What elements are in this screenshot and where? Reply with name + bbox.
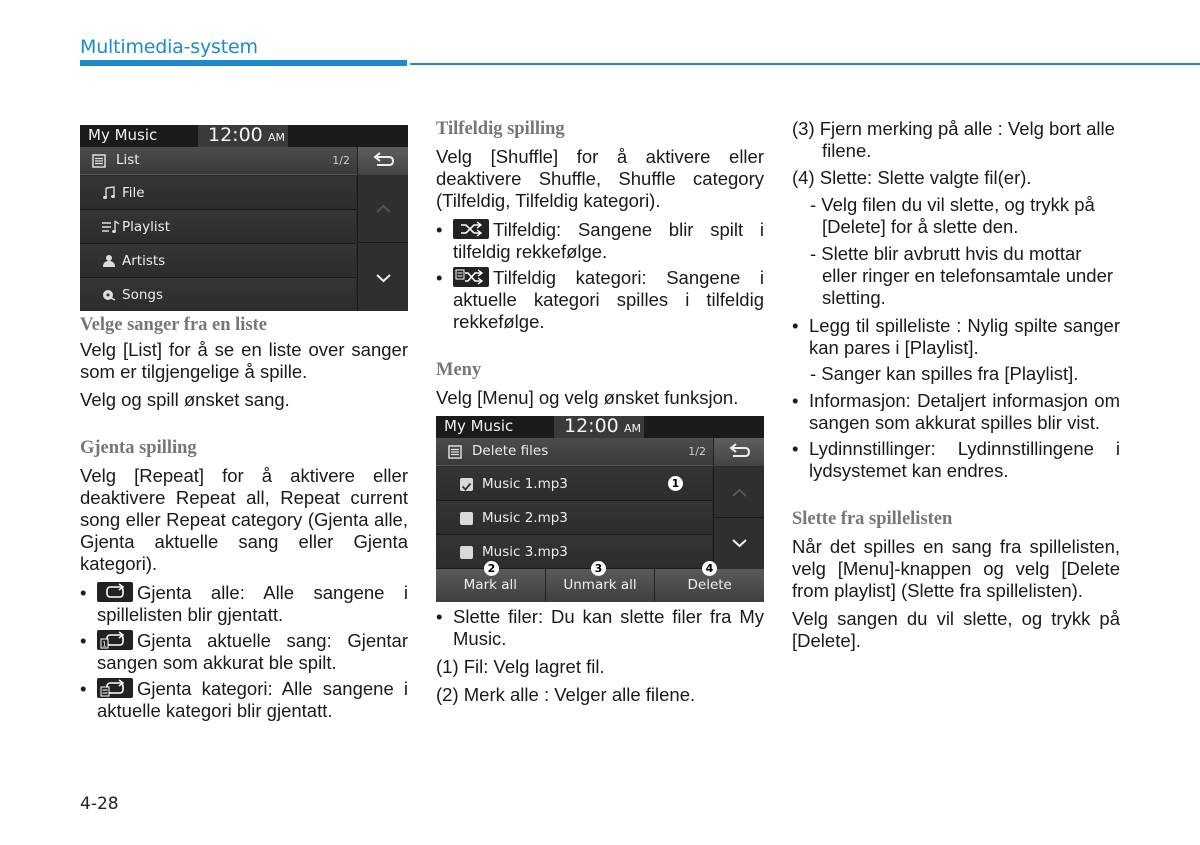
bullet-information bbox=[792, 390, 1120, 434]
back-arrow-icon bbox=[714, 438, 764, 466]
heading-menu: Meny bbox=[436, 360, 482, 380]
chevron-up-icon bbox=[714, 467, 764, 518]
svg-text:1: • 1 bbox=[102, 640, 107, 649]
list-icon bbox=[92, 153, 106, 172]
chevron-down-icon bbox=[358, 243, 408, 311]
paragraph: Velg sangen du vil slette, og trykk på [Delete]. bbox=[792, 608, 1120, 651]
screen-title-bar bbox=[80, 125, 408, 147]
delete-files-screen bbox=[436, 416, 764, 602]
file-name: Music 3.mp3 bbox=[482, 544, 568, 560]
heading-repeat: Gjenta spilling bbox=[80, 438, 197, 458]
list-item-label: Playlist bbox=[122, 219, 170, 235]
header-rule-thin bbox=[410, 63, 1200, 65]
repeat-category-icon bbox=[97, 678, 133, 698]
bullet-text: Gjenta kategori: Alle sangene i aktuelle kategori blir gjentatt. bbox=[97, 678, 408, 721]
file-row[interactable] bbox=[436, 501, 712, 535]
bullet-text: Tilfeldig: Sangene blir spilt i tilfeldig rekkefølge. bbox=[453, 219, 764, 262]
sub-item: - Velg filen du vil slette, og trykk på [Delete] for å slette den. bbox=[810, 194, 1095, 237]
screen-header bbox=[436, 438, 764, 466]
heading-delete-from-playlist: Slette fra spillelisten bbox=[792, 509, 953, 529]
checkbox-unchecked[interactable] bbox=[460, 546, 473, 559]
screen-header-label: Delete files bbox=[472, 443, 549, 459]
paragraph: Velg og spill ønsket sang. bbox=[80, 389, 290, 410]
bullet-text: Informasjon: Detaljert informasjon om sangen som akkurat spilles blir vist. bbox=[809, 390, 1120, 433]
numbered-item-2: (2) Merk alle : Velger alle filene. bbox=[436, 684, 696, 705]
list-item-file[interactable] bbox=[80, 176, 356, 210]
numbered-item-3: (3) Fjern merking på alle : Velg bort alle filene. bbox=[792, 118, 1115, 161]
callout-marker-3: 3 bbox=[591, 561, 606, 576]
playlist-icon bbox=[102, 219, 120, 238]
callout-marker-4: 4 bbox=[702, 561, 717, 576]
list-item-playlist[interactable] bbox=[80, 210, 356, 244]
scroll-up-button[interactable] bbox=[714, 467, 764, 518]
list-icon bbox=[448, 444, 462, 463]
chevron-down-icon bbox=[714, 518, 764, 569]
bullet-repeat-category bbox=[80, 678, 408, 722]
column-2 bbox=[436, 118, 764, 415]
page-indicator: 1/2 bbox=[332, 154, 350, 167]
back-arrow-icon bbox=[358, 147, 408, 175]
repeat-one-icon bbox=[97, 630, 133, 650]
bullet-add-playlist bbox=[792, 315, 1120, 359]
numbered-item-1: (1) Fil: Velg lagret fil. bbox=[436, 656, 605, 677]
paragraph: Velg [List] for å se en liste over sanger som er tilgjengelige å spille. bbox=[80, 339, 408, 382]
bullet-text: Tilfeldig kategori: Sangene i aktuelle kategori spilles i tilfeldig rekkefølge. bbox=[453, 267, 764, 332]
column-3 bbox=[792, 118, 1120, 658]
bullet-delete-files bbox=[436, 606, 764, 650]
artist-icon bbox=[102, 253, 116, 272]
checkbox-checked[interactable] bbox=[460, 478, 473, 491]
callout-marker-1: 1 bbox=[668, 476, 683, 491]
clock-ampm: AM bbox=[268, 131, 286, 144]
repeat-all-icon bbox=[97, 582, 133, 602]
scroll-down-button[interactable] bbox=[714, 518, 764, 569]
heading-choose-songs: Velge sanger fra en liste bbox=[80, 315, 268, 335]
checkmark-icon bbox=[460, 480, 473, 493]
bullet-shuffle-category bbox=[436, 267, 764, 333]
my-music-list-screen bbox=[80, 125, 408, 311]
section-title: Multimedia-system bbox=[80, 36, 258, 58]
scroll-up-button[interactable] bbox=[358, 176, 408, 243]
unmark-all-button[interactable]: Unmark all bbox=[546, 569, 656, 602]
scroll-controls bbox=[713, 467, 764, 569]
column-1 bbox=[80, 314, 408, 726]
checkbox-unchecked[interactable] bbox=[460, 512, 473, 525]
screen-title-bar bbox=[436, 416, 764, 438]
bullet-text: Lydinnstillinger: Lydinnstillingene i lydsystemet kan endres. bbox=[809, 438, 1120, 481]
bullet-text: Gjenta aktuelle sang: Gjentar sangen som akkurat ble spilt. bbox=[97, 630, 408, 673]
mark-all-button[interactable]: Mark all bbox=[436, 569, 546, 602]
file-name: Music 1.mp3 bbox=[482, 476, 568, 492]
heading-shuffle: Tilfeldig spilling bbox=[436, 119, 565, 139]
delete-button[interactable]: Delete bbox=[655, 569, 764, 602]
paragraph: Velg [Menu] og velg ønsket funksjon. bbox=[436, 387, 739, 408]
bullet-shuffle bbox=[436, 219, 764, 263]
sub-item: - Sanger kan spilles fra [Playlist]. bbox=[810, 363, 1079, 384]
shuffle-category-icon bbox=[453, 267, 489, 287]
list-item-label: File bbox=[122, 185, 145, 201]
list-item-songs[interactable] bbox=[80, 278, 356, 311]
song-disc-icon bbox=[102, 287, 116, 306]
shuffle-icon bbox=[453, 219, 489, 239]
screen-app-name: My Music bbox=[88, 126, 158, 144]
paragraph: Velg [Shuffle] for å aktivere eller deaktivere Shuffle, Shuffle category (Tilfeldig, Tilfeldig kategori). bbox=[436, 146, 764, 211]
column-2-lower bbox=[436, 606, 764, 712]
file-row[interactable] bbox=[436, 535, 712, 569]
music-note-icon bbox=[102, 185, 116, 204]
scroll-down-button[interactable] bbox=[358, 243, 408, 311]
back-button[interactable] bbox=[357, 147, 408, 175]
screen-header bbox=[80, 147, 408, 175]
back-button[interactable] bbox=[713, 438, 764, 466]
clock-time: 12:00 bbox=[208, 125, 263, 146]
scroll-controls bbox=[357, 176, 408, 311]
bullet-repeat-all bbox=[80, 582, 408, 626]
sub-item: - Slette blir avbrutt hvis du mottar eller ringer en telefonsamtale under sletting. bbox=[810, 243, 1114, 308]
callout-marker-2: 2 bbox=[484, 561, 499, 576]
clock bbox=[198, 125, 288, 147]
paragraph: Velg [Repeat] for å aktivere eller deaktivere Repeat all, Repeat current song eller Repeat category (Gjenta alle, Gjenta aktuelle sang eller Gjenta kategori). bbox=[80, 465, 408, 574]
clock-time: 12:00 bbox=[564, 416, 619, 437]
file-row[interactable] bbox=[436, 467, 712, 501]
header-rule-thick bbox=[80, 60, 407, 66]
list-item-label: Songs bbox=[122, 287, 163, 303]
bullet-text: Gjenta alle: Alle sangene i spillelisten blir gjentatt. bbox=[97, 582, 408, 625]
list-menu bbox=[80, 176, 356, 311]
chevron-up-icon bbox=[358, 176, 408, 243]
bullet-repeat-current bbox=[80, 630, 408, 674]
bullet-text: Slette filer: Du kan slette filer fra My Music. bbox=[453, 606, 764, 649]
numbered-item-4: (4) Slette: Slette valgte fil(er). bbox=[792, 167, 1032, 188]
paragraph: Når det spilles en sang fra spillelisten, velg [Menu]-knappen og velg [Delete from playlist] (Slette fra spillelisten). bbox=[792, 536, 1120, 601]
bullet-text: Legg til spilleliste : Nylig spilte sanger kan pares i [Playlist]. bbox=[809, 315, 1120, 358]
screen-app-name: My Music bbox=[444, 417, 514, 435]
clock-ampm: AM bbox=[624, 422, 642, 435]
file-name: Music 2.mp3 bbox=[482, 510, 568, 526]
bullet-sound-settings bbox=[792, 438, 1120, 482]
screen-header-label: List bbox=[116, 152, 140, 168]
page-number: 4-28 bbox=[80, 794, 119, 814]
page-indicator: 1/2 bbox=[688, 445, 706, 458]
list-item-artists[interactable] bbox=[80, 244, 356, 278]
list-item-label: Artists bbox=[122, 253, 166, 269]
file-list bbox=[436, 467, 712, 569]
clock bbox=[554, 416, 644, 438]
